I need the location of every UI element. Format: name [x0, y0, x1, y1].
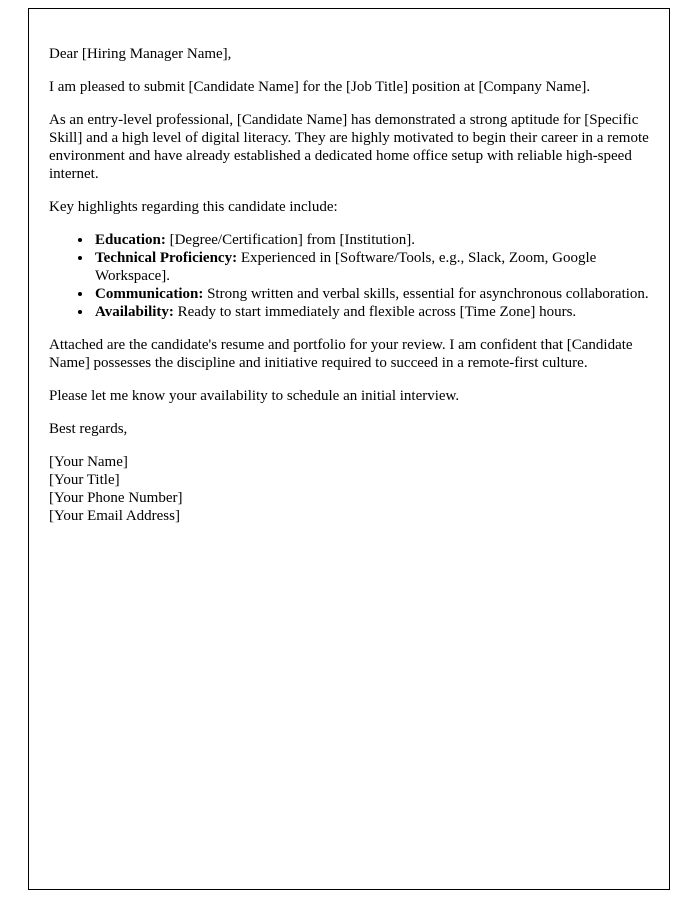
list-item-availability [93, 303, 649, 321]
signature-line-phone: [Your Phone Number] [49, 490, 183, 506]
candidate-summary-paragraph: As an entry-level professional, [Candidate Name] has demonstrated a strong aptitude for [Specific Skill] and a high level of digital literacy. They are highly motivated to begin their career in a remote environment and have already established a dedicated home office setup with reliable high-speed internet. [49, 112, 649, 182]
signature-line-title: [Your Title] [49, 472, 120, 488]
salutation [49, 45, 649, 63]
bullet-text: Experienced in [Software/Tools, e.g., Slack, Zoom, Google Workspace]. [95, 250, 597, 284]
list-item-education [93, 231, 649, 249]
signature-block [49, 453, 649, 525]
interview-request-paragraph: Please let me know your availability to schedule an initial interview. [49, 388, 460, 404]
list-item-technical-proficiency [93, 249, 649, 285]
salutation-text: Dear [Hiring Manager Name], [49, 46, 232, 62]
closing: Best regards, [49, 421, 128, 437]
bullet-text: Strong written and verbal skills, essential for asynchronous collaboration. [207, 286, 649, 302]
bullet-label: Education: [95, 232, 166, 248]
letter-page [28, 8, 670, 890]
bullet-text: Ready to start immediately and flexible across [Time Zone] hours. [177, 304, 577, 320]
bullet-label: Technical Proficiency: [95, 250, 238, 266]
bullet-label: Availability: [95, 304, 174, 320]
signature-line-name: [Your Name] [49, 454, 128, 470]
highlights-lead: Key highlights regarding this candidate include: [49, 199, 338, 215]
bullet-text: [Degree/Certification] from [Institution]. [169, 232, 415, 248]
intro-paragraph: I am pleased to submit [Candidate Name] for the [Job Title] position at [Company Name]. [49, 79, 591, 95]
list-item-communication [93, 285, 649, 303]
signature-line-email: [Your Email Address] [49, 508, 180, 524]
attachment-paragraph: Attached are the candidate's resume and portfolio for your review. I am confident that [Candidate Name] possesses the discipline and initiative required to succeed in a remote-first culture. [49, 337, 633, 371]
bullet-label: Communication: [95, 286, 204, 302]
highlights-list [49, 231, 649, 321]
